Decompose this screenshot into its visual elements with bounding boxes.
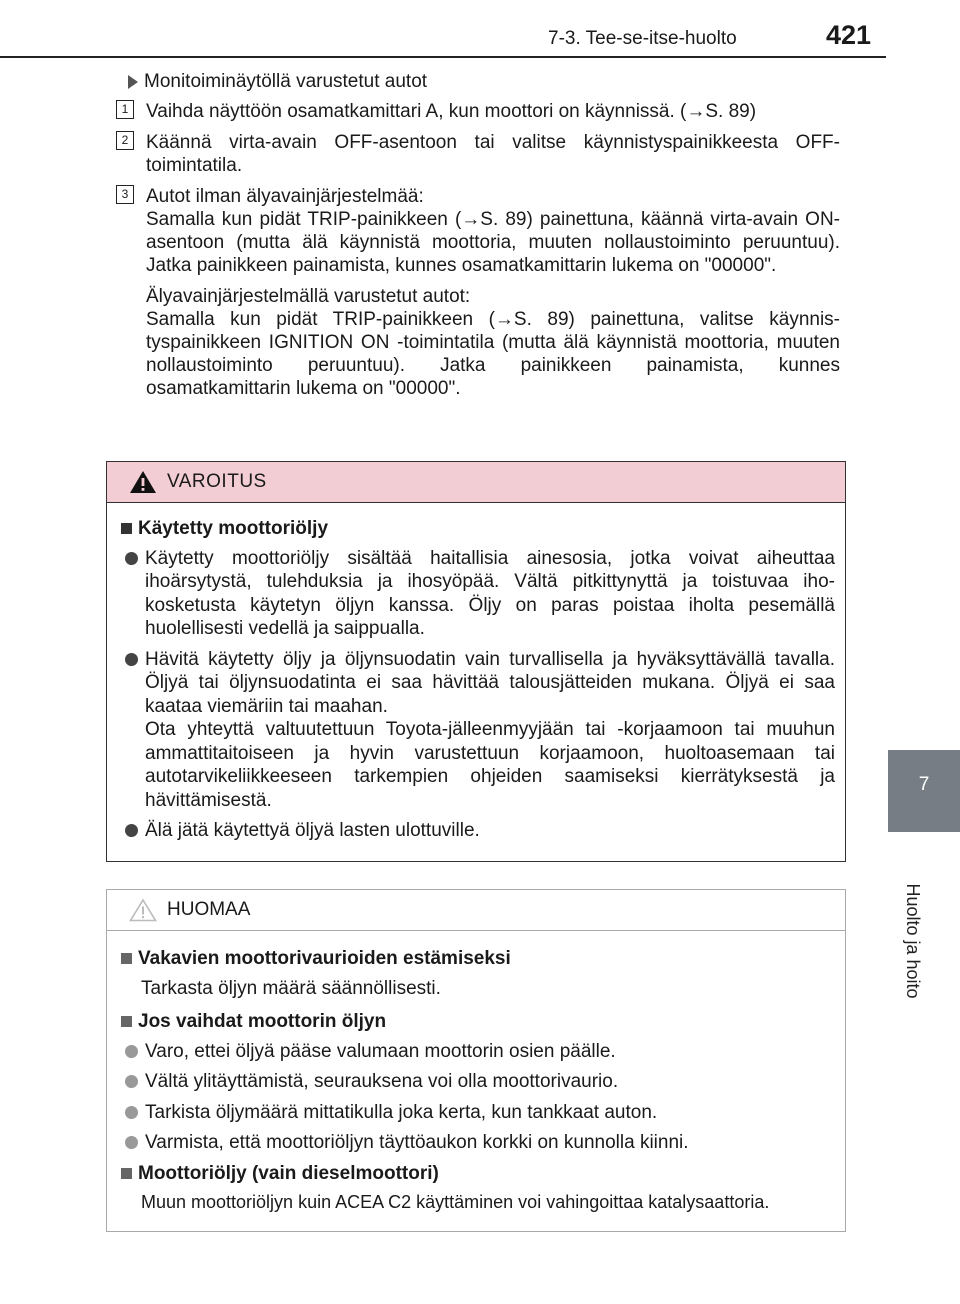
warning-icon	[129, 470, 157, 494]
bullet-text: Käytetty moottoriöljy sisältää haitallisia ainesosia, jotka voivat aiheuttaa ihoärsytystä, tulehduksia ja ihosyöpää. Vältä pitkittynyttä ja toistuvaa iho-kosketusta käytetyn öljyn kanssa. Öljy on paras poistaa iholta pesemällä huolellisesti vedellä ja saippualla.	[145, 547, 835, 639]
warning-bullet	[121, 547, 835, 641]
step-number: 1	[116, 100, 134, 119]
warning-header	[107, 462, 845, 503]
bullet-text: Tarkista öljymäärä mittatikulla joka kerta, kun tankkaat auton.	[145, 1101, 658, 1123]
notice-bullet	[121, 1101, 835, 1125]
procedure	[120, 70, 840, 408]
bullet-dot-icon	[125, 653, 138, 666]
bullet-text: Ota yhteyttä valtuutettuun Toyota-jälleenmyyjään tai -korjaamoon tai muuhun ammattitaitoiseen ja hyvin varustettuun korjaamoon, huoltoasemaan tai autotarvikeliikkeeseen tarkempien ohjeiden saamiseksi kierrätyksestä ja hävittämisestä.	[145, 719, 835, 811]
step-text: Käännä virta-avain OFF-asentoon tai valitse käynnistyspainikkeesta OFF-toimintatila.	[146, 132, 840, 176]
square-bullet-icon	[121, 953, 132, 964]
notice-section-title	[121, 947, 835, 971]
triangle-right-icon	[128, 75, 138, 89]
header-divider	[0, 56, 886, 58]
caution-icon	[129, 898, 157, 922]
notice-bullet	[121, 1070, 835, 1094]
step-3	[120, 185, 840, 400]
chapter-label: Huolto ja hoito	[903, 883, 923, 999]
bullet-text: Älä jätä käytettyä öljyä lasten ulottuville.	[145, 820, 480, 841]
notice-section-title	[121, 1010, 835, 1034]
bullet-dot-icon	[125, 1136, 138, 1149]
square-bullet-icon	[121, 1168, 132, 1179]
notice-bullet	[121, 1040, 835, 1064]
notice-text: Tarkasta öljyn määrä säännöllisesti.	[141, 977, 441, 999]
chapter-tab	[888, 750, 960, 832]
notice-section-title	[121, 1162, 835, 1186]
square-bullet-icon	[121, 523, 132, 534]
warning-bullet	[121, 819, 835, 843]
notice-text: Muun moottoriöljyn kuin ACEA C2 käyttäminen voi vahingoittaa katalysaattoria.	[141, 1192, 770, 1212]
section-title: 7-3. Tee-se-itse-huolto	[548, 28, 737, 49]
step-text: Älyavainjärjestelmällä varustetut autot:	[146, 286, 471, 307]
step-number: 2	[116, 131, 134, 150]
step-text: Samalla kun pidät TRIP-painikkeen (→S. 89) painettuna, valitse käynnis-tyspainikkeen IGNITION ON -toimintatila (mutta älä käynnistä moottoria, muuten nollaustoiminto peruuntuu). Jatka painikkeen painamista, kunnes osamatkamittarin lukema on "00000".	[146, 309, 840, 399]
section-title-text: Jos vaihdat moottorin öljyn	[138, 1011, 387, 1032]
procedure-subheading	[120, 70, 840, 93]
notice-bullet	[121, 1131, 835, 1155]
warning-body	[107, 503, 845, 861]
bullet-dot-icon	[125, 552, 138, 565]
square-bullet-icon	[121, 1016, 132, 1027]
section-title-text: Käytetty moottoriöljy	[138, 518, 329, 539]
notice-box	[106, 889, 846, 1232]
notice-header	[107, 890, 845, 931]
bullet-dot-icon	[125, 824, 138, 837]
chapter-number: 7	[918, 774, 930, 795]
step-text: Vaihda näyttöön osamatkamittari A, kun moottori on käynnissä. (→S. 89)	[146, 101, 757, 122]
notice-title: HUOMAA	[167, 899, 251, 920]
bullet-text: Vältä ylitäyttämistä, seurauksena voi olla moottorivaurio.	[145, 1071, 619, 1092]
bullet-dot-icon	[125, 1106, 138, 1119]
warning-section-title	[121, 517, 835, 541]
bullet-dot-icon	[125, 1075, 138, 1088]
section-title-text: Moottoriöljy (vain dieselmoottori)	[138, 1162, 439, 1184]
step-text: Samalla kun pidät TRIP-painikkeen (→S. 89) painettuna, käännä virta-avain ON-asentoon (mutta älä käynnistä moottoria, muuten nollaustoiminto peruuntuu). Jatka painikkeen painamista, kunnes osamatkamittarin lukema on "00000".	[146, 209, 840, 276]
step-number: 3	[116, 185, 134, 204]
bullet-text: Hävitä käytetty öljy ja öljynsuodatin vain turvallisella ja hyväksyttävällä tavalla. Öljyä tai öljynsuodatinta ei saa hävittää talousjätteiden mukana. Öljyä ei saa kaataa viemäriin tai maahan.	[145, 648, 835, 717]
step-text: Autot ilman älyavainjärjestelmää:	[146, 186, 424, 207]
step-1	[120, 100, 840, 123]
step-2	[120, 131, 840, 177]
warning-bullet	[121, 648, 835, 813]
notice-body	[107, 931, 845, 1231]
section-title-text: Vakavien moottorivaurioiden estämiseksi	[138, 948, 511, 969]
subheading-text: Monitoiminäytöllä varustetut autot	[144, 71, 428, 92]
bullet-text: Varmista, että moottoriöljyn täyttöaukon korkki on kunnolla kiinni.	[145, 1132, 689, 1153]
bullet-text: Varo, ettei öljyä pääse valumaan moottorin osien päälle.	[145, 1040, 616, 1062]
bullet-dot-icon	[125, 1045, 138, 1058]
page-number: 421	[826, 20, 872, 50]
warning-box	[106, 461, 846, 862]
warning-title: VAROITUS	[167, 471, 267, 492]
